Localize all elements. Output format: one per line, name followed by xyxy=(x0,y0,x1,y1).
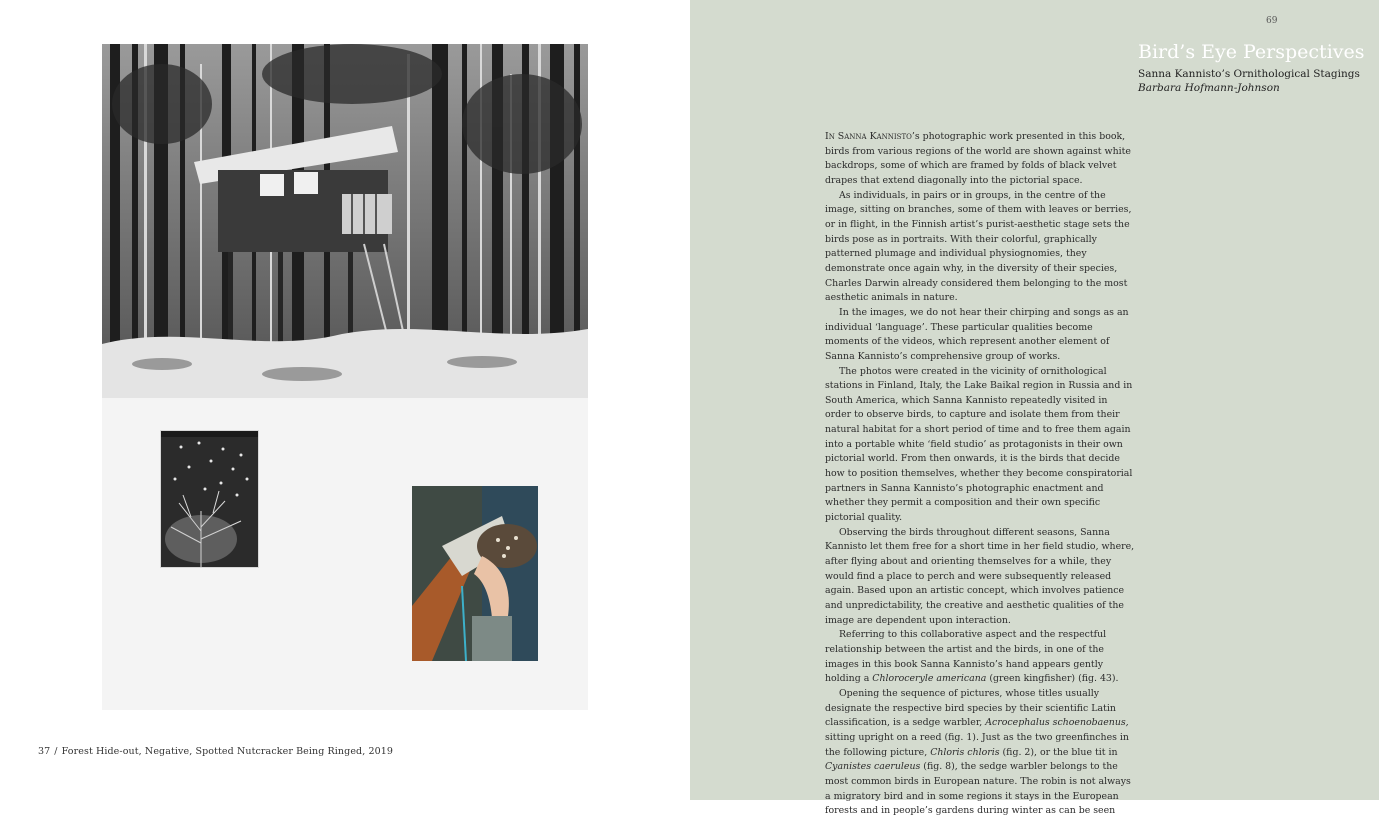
nutcracker-ringing-photo xyxy=(412,486,538,661)
right-page xyxy=(690,0,1379,817)
paragraph-6 xyxy=(825,628,1135,687)
paragraph-7 xyxy=(825,687,1135,819)
essay-header xyxy=(1138,40,1368,95)
nutcracker-ringing-image xyxy=(412,486,538,661)
forest-hideout-image xyxy=(102,44,588,398)
caption-text: Forest Hide-out, Negative, Spotted Nutcracker Being Ringed, 2019 xyxy=(61,746,394,757)
species-name: Chloris chloris xyxy=(930,746,1000,758)
paragraph-6-text-a: Referring to this collaborative aspect and the respectful relationship between the artist and the birds, in one of the images in this book Sanna Kannisto’s hand appears gently holding a xyxy=(825,629,1107,685)
forest-hideout-photo xyxy=(102,44,588,398)
species-name: Acrocephalus schoenobaenus, xyxy=(985,717,1129,729)
species-name: Chloroceryle americana xyxy=(872,673,987,685)
paragraph-7-text-a: Opening the sequence of pictures, whose titles usually designate the respective bird species by their scientific Latin classification, is a sedge warbler, xyxy=(825,687,1116,729)
lead-in: In Sanna Kannisto xyxy=(825,131,912,142)
paragraph-4: The photos were created in the vicinity of ornithological stations in Finland, Italy, the Lake Baikal region in Russia and in South America, which Sanna Kannisto repeatedly visited in order to observe birds, to capture and isolate them from their natural habitat for a short period of time and to free them again into a portable white ‘field studio’ as protagonists in their own pictorial world. From then onwards, it is the birds that decide how to position themselves, whether they become conspiratorial partners in Sanna Kannisto’s photographic enactment and whether they permit a composition and their own specific pictorial quality. xyxy=(825,365,1133,524)
figure-number: 37 xyxy=(38,746,51,757)
paragraph-7-text-d: (fig. 8), the sedge warbler belongs to the most common birds in European nature. The robin is not always a migratory bird and in some regions it stays in the European forests and in people’s gardens during winter as can be seen xyxy=(825,761,1131,817)
negative-birds-image xyxy=(161,431,258,567)
species-name: Cyanistes caeruleus xyxy=(825,761,921,773)
paragraph-5: Observing the birds throughout different seasons, Sanna Kannisto let them free for a short time in her field studio, where, after flying about and orienting themselves for a while, they would find a place to perch and were subsequently released again. Based upon an artistic concept, which involves patience and unpredictability, the creative and aesthetic qualities of the image are dependent upon interaction. xyxy=(825,526,1135,626)
essay-body xyxy=(825,130,1135,819)
essay-title: Bird’s Eye Perspectives xyxy=(1138,41,1365,63)
paragraph-6-text-b: (green kingfisher) (fig. 43). xyxy=(986,673,1119,685)
paragraph-1-text: ’s photographic work presented in this book, birds from various regions of the world are shown against white backdrops, some of which are framed by folds of black velvet drapes that extend diagonally into the pictorial space. xyxy=(825,131,1131,186)
paragraph-7-text-c: (fig. 2), or the blue tit in xyxy=(999,746,1118,758)
paragraph-7-text-b: sitting upright on a reed (fig. 1). Just as the two greenfinches in the following picture, xyxy=(825,731,1129,758)
essay-subtitle: Sanna Kannisto’s Ornithological Stagings xyxy=(1138,68,1360,80)
page-number: 69 xyxy=(1266,16,1278,26)
negative-birds-photo xyxy=(160,430,259,568)
essay-author: Barbara Hofmann-Johnson xyxy=(1138,82,1280,94)
paragraph-1 xyxy=(825,130,1135,189)
paragraph-3: In the images, we do not hear their chirping and songs as an individual ‘language’. These particular qualities become moments of the videos, which represent another element of Sanna Kannisto’s comprehensive group of works. xyxy=(825,306,1129,362)
paragraph-2: As individuals, in pairs or in groups, in the centre of the image, sitting on branches, some of them with leaves or berries, or in flight, in the Finnish artist’s purist-aesthetic stage sets the birds pose as in portraits. With their colorful, graphically patterned plumage and individual physiognomies, they demonstrate once again why, in the diversity of their species, Charles Darwin already considered them belonging to the most aesthetic animals in nature. xyxy=(825,189,1132,304)
left-page xyxy=(0,0,690,800)
figure-caption xyxy=(38,746,393,757)
caption-separator: / xyxy=(54,746,58,757)
